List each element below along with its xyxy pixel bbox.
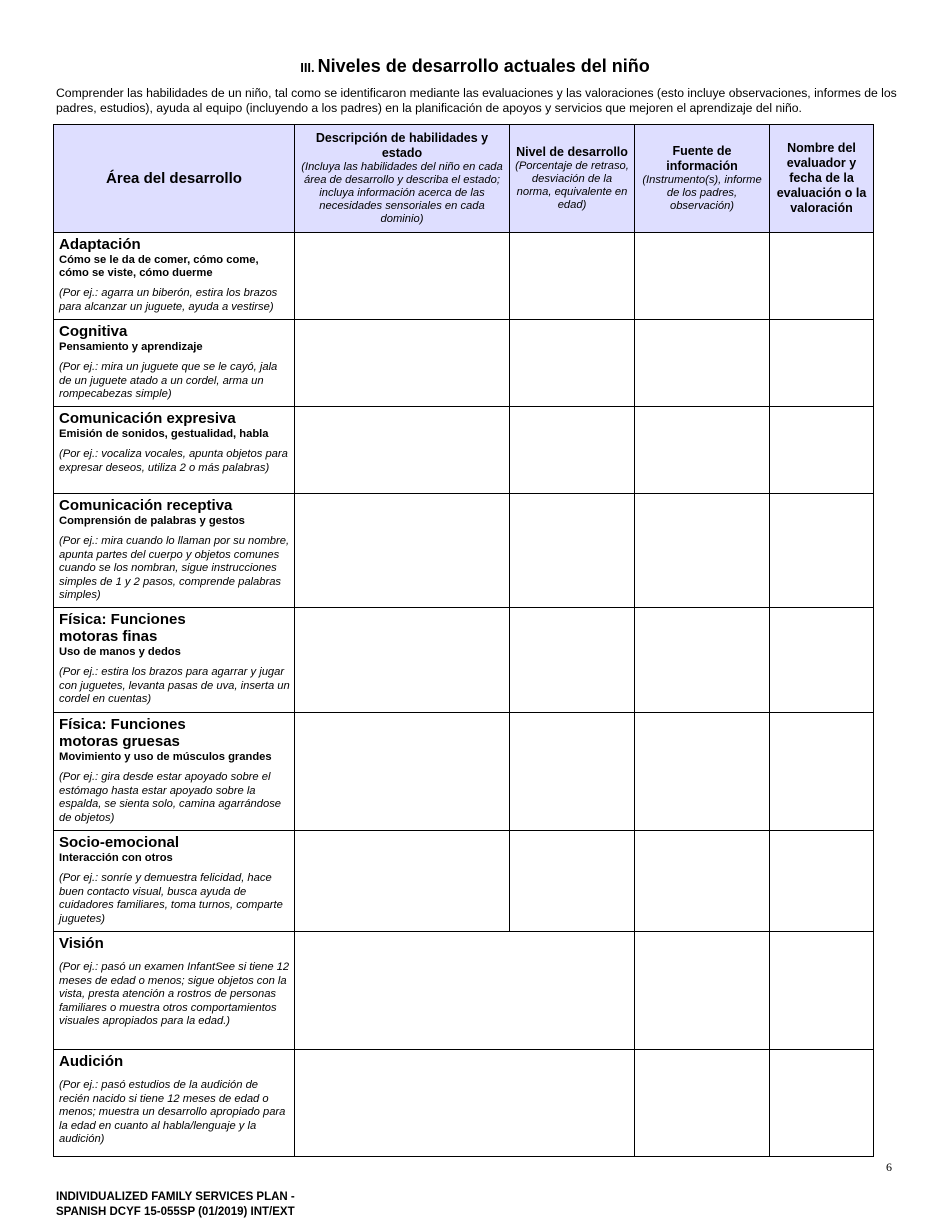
col-header-area: Área del desarrollo bbox=[54, 125, 295, 233]
evaluator-cell[interactable] bbox=[770, 320, 874, 407]
level-cell[interactable] bbox=[510, 713, 635, 831]
area-title: Visión bbox=[59, 935, 104, 952]
evaluator-cell[interactable] bbox=[770, 233, 874, 320]
evaluator-cell[interactable] bbox=[770, 608, 874, 713]
col-header-source: Fuente de información (Instrumento(s), informe de los padres, observación) bbox=[635, 125, 770, 233]
evaluator-cell[interactable] bbox=[770, 1050, 874, 1157]
description-level-cell[interactable] bbox=[295, 1050, 635, 1157]
area-subtitle: Movimiento y uso de músculos grandes bbox=[59, 751, 272, 763]
source-cell[interactable] bbox=[635, 932, 770, 1050]
area-cell bbox=[54, 1050, 295, 1157]
area-example: (Por ej.: pasó estudios de la audición de recién nacido si tiene 12 meses de edad o menos; muestra un desarrollo apropiado para la edad en cuanto al habla/lenguaje y la audición) bbox=[59, 1079, 286, 1145]
area-subtitle: Interacción con otros bbox=[59, 852, 173, 864]
area-cell bbox=[54, 233, 295, 320]
table-row-motoras-gruesas bbox=[54, 713, 874, 831]
table-row-audicion bbox=[54, 1050, 874, 1157]
evaluator-cell[interactable] bbox=[770, 831, 874, 932]
col-header-evaluator: Nombre del evaluador y fecha de la evaluación o la valoración bbox=[770, 125, 874, 233]
source-cell[interactable] bbox=[635, 494, 770, 608]
level-cell[interactable] bbox=[510, 608, 635, 713]
level-cell[interactable] bbox=[510, 407, 635, 494]
area-example: (Por ej.: gira desde estar apoyado sobre el estómago hasta estar apoyado sobre la espalda, se sienta solo, camina agarrándose de objetos) bbox=[59, 771, 282, 824]
area-title: Cognitiva bbox=[59, 323, 128, 340]
area-example: (Por ej.: agarra un biberón, estira los brazos para alcanzar un juguete, ayuda a vestirse) bbox=[59, 287, 278, 313]
development-table bbox=[53, 124, 874, 1157]
description-cell[interactable] bbox=[295, 608, 510, 713]
area-cell bbox=[54, 608, 295, 713]
table-row-cognitiva bbox=[54, 320, 874, 407]
table-row-comunicacion-expresiva bbox=[54, 407, 874, 494]
col-header-level: Nivel de desarrollo (Porcentaje de retraso, desviación de la norma, equivalente en edad) bbox=[510, 125, 635, 233]
level-cell[interactable] bbox=[510, 233, 635, 320]
area-cell bbox=[54, 831, 295, 932]
intro-paragraph: Comprender las habilidades de un niño, tal como se identificaron mediante las evaluaciones y las valoraciones (esto incluye observaciones, informes de los padres, estudios), ayuda al equipo (incluyendo a los padres) en la planificación de apoyos y servicios que mejoren el aprendizaje del niño. bbox=[56, 86, 897, 115]
section-number: III. bbox=[300, 60, 315, 75]
area-cell bbox=[54, 713, 295, 831]
area-example: (Por ej.: mira un juguete que se le cayó, jala de un juguete atado a un cordel, arma un rompecabezas simple) bbox=[59, 361, 278, 400]
area-subtitle: Uso de manos y dedos bbox=[59, 646, 181, 658]
table-row-vision bbox=[54, 932, 874, 1050]
area-subtitle: Comprensión de palabras y gestos bbox=[59, 515, 245, 527]
evaluator-cell[interactable] bbox=[770, 407, 874, 494]
footer-line-2: SPANISH DCYF 15-055SP (01/2019) INT/EXT bbox=[56, 1205, 295, 1218]
description-cell[interactable] bbox=[295, 407, 510, 494]
area-title: Física: Funciones motoras finas bbox=[59, 611, 186, 645]
area-title: Audición bbox=[59, 1053, 124, 1070]
area-title: Física: Funciones motoras gruesas bbox=[59, 716, 186, 750]
table-row-comunicacion-receptiva bbox=[54, 494, 874, 608]
area-title: Comunicación receptiva bbox=[59, 497, 233, 514]
area-example: (Por ej.: estira los brazos para agarrar y jugar con juguetes, levanta pasas de uva, inserta un cordel en cuentas) bbox=[59, 666, 290, 705]
description-cell[interactable] bbox=[295, 831, 510, 932]
source-cell[interactable] bbox=[635, 713, 770, 831]
source-cell[interactable] bbox=[635, 320, 770, 407]
area-example: (Por ej.: pasó un examen InfantSee si tiene 12 meses de edad o menos; sigue objetos con la vista, presta atención a rostros de personas familiares o muestra otros comportamientos visuales apropiados para la edad.) bbox=[59, 961, 290, 1027]
section-title: Niveles de desarrollo actuales del niño bbox=[317, 56, 650, 76]
col-header-description: Descripción de habilidades y estado (Incluya las habilidades del niño en cada área de desarrollo y describa el estado; incluya información acerca de las necesidades sensoriales en cada dominio) bbox=[295, 125, 510, 233]
level-cell[interactable] bbox=[510, 831, 635, 932]
area-subtitle: Emisión de sonidos, gestualidad, habla bbox=[59, 428, 269, 440]
form-footer bbox=[56, 1190, 295, 1219]
page-title bbox=[0, 56, 950, 77]
source-cell[interactable] bbox=[635, 407, 770, 494]
evaluator-cell[interactable] bbox=[770, 932, 874, 1050]
source-cell[interactable] bbox=[635, 233, 770, 320]
description-cell[interactable] bbox=[295, 494, 510, 608]
area-subtitle: Cómo se le da de comer, cómo come, cómo se viste, cómo duerme bbox=[59, 254, 259, 279]
source-cell[interactable] bbox=[635, 831, 770, 932]
area-cell bbox=[54, 494, 295, 608]
area-example: (Por ej.: sonríe y demuestra felicidad, hace buen contacto visual, busca ayuda de cuidadores familiares, toma turnos, comparte juguetes) bbox=[59, 872, 283, 925]
footer-line-1: INDIVIDUALIZED FAMILY SERVICES PLAN - bbox=[56, 1191, 295, 1203]
page-number: 6 bbox=[886, 1160, 892, 1174]
area-cell bbox=[54, 932, 295, 1050]
description-cell[interactable] bbox=[295, 233, 510, 320]
area-cell bbox=[54, 320, 295, 407]
description-cell[interactable] bbox=[295, 713, 510, 831]
area-title: Comunicación expresiva bbox=[59, 410, 236, 427]
area-title: Adaptación bbox=[59, 236, 141, 253]
table-header-row bbox=[54, 125, 874, 233]
table-row-motoras-finas bbox=[54, 608, 874, 713]
area-example: (Por ej.: mira cuando lo llaman por su nombre, apunta partes del cuerpo y objetos comunes cuando se los nombran, sigue instrucciones simples de 1 y 2 pasos, comprende palabras simples) bbox=[59, 535, 290, 601]
col-note-source: (Instrumento(s), informe de los padres, observación) bbox=[642, 174, 762, 212]
description-cell[interactable] bbox=[295, 320, 510, 407]
source-cell[interactable] bbox=[635, 1050, 770, 1157]
area-cell bbox=[54, 407, 295, 494]
evaluator-cell[interactable] bbox=[770, 494, 874, 608]
area-example: (Por ej.: vocaliza vocales, apunta objetos para expresar deseos, utiliza 2 o más palabras) bbox=[59, 448, 288, 474]
level-cell[interactable] bbox=[510, 494, 635, 608]
description-level-cell[interactable] bbox=[295, 932, 635, 1050]
table-row-adaptacion bbox=[54, 233, 874, 320]
col-note-level: (Porcentaje de retraso, desviación de la norma, equivalente en edad) bbox=[515, 160, 629, 211]
level-cell[interactable] bbox=[510, 320, 635, 407]
col-note-description: (Incluya las habilidades del niño en cada área de desarrollo y describa el estado; incluya información acerca de las necesidades sensoriales en cada dominio) bbox=[301, 161, 503, 225]
table-row-socio-emocional bbox=[54, 831, 874, 932]
area-title: Socio-emocional bbox=[59, 834, 180, 851]
evaluator-cell[interactable] bbox=[770, 713, 874, 831]
source-cell[interactable] bbox=[635, 608, 770, 713]
area-subtitle: Pensamiento y aprendizaje bbox=[59, 341, 203, 353]
